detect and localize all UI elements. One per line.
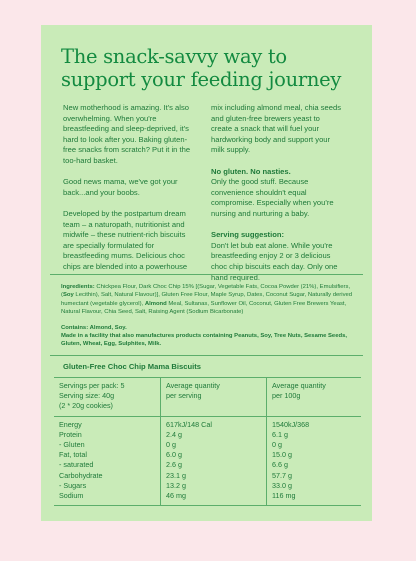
per-100g-values: 1540kJ/368 6.1 g 0 g 15.0 g 6.6 g 57.7 g 33.0 g 116 mg: [267, 416, 362, 506]
ingredients-list: Ingredients: Chickpea Flour, Dark Choc Chip 15% [(Sugar, Vegetable Fats, Cocoa Powder (21%), Emulsifiers, (Soy Lecithin), Salt, Natural Flavour)], Gluten Free Flour, Maple Syrup, Dates, Coconut Sugar, Naturally derived humectant (vegetable glycerol), Almond Meal, Sultanas, Sunflower Oil, Coconut, Gluten Free Brewers Yeast, Natural Flavour, Chia Seed, Salt, Raising Agent (Sodium Bicarbonate): [61, 284, 353, 316]
per-serving-values: 617kJ/148 Cal 2.4 g 0 g 6.0 g 2.6 g 23.1 g 13.2 g 46 mg: [161, 416, 267, 506]
ingredients-block: [61, 283, 356, 356]
contains-line: Contains: Almond, Soy.: [61, 324, 127, 331]
serving-suggestion-section: [211, 230, 343, 283]
divider: [50, 274, 363, 275]
divider: [50, 355, 363, 356]
no-gluten-text: Only the good stuff. Because convenience shouldn't equal compromise. Especially when you're nursing and nurturing a baby.: [211, 177, 334, 218]
serving-suggestion-text: Don't let bub eat alone. While you're breastfeeding enjoy 2 or 3 delicious choc chip biscuits each day. Only one hand required.: [211, 240, 338, 282]
nutrition-panel-title: Gluten-Free Choc Chip Mama Biscuits: [63, 362, 201, 371]
headline: The snack-savvy way to support your feeding journey: [61, 45, 342, 91]
no-gluten-heading: No gluten. No nasties.: [211, 166, 291, 176]
facility-line: Made in a facility that also manufactures products containing Peanuts, Soy, Tree Nuts, Sesame Seeds, Gluten, Wheat, Egg, Sulphites, Milk.: [61, 333, 347, 348]
intro-column-right: [211, 103, 343, 294]
product-info-panel: [41, 25, 372, 521]
per-serving-header: Average quantity per serving: [161, 378, 267, 417]
intro-paragraph: Developed by the postpartum dream team – a naturopath, nutritionist and midwife – these nutrient-rich biscuits are specially formulated for breastfeeding mums. Delicious choc chips are blended into a powerhouse: [63, 208, 188, 271]
intro-paragraph: New motherhood is amazing. It's also overwhelming. When you're breastfeeding and sleep-deprived, it's hard to look after you. Baking gluten-free snacks from scratch? Put it in the too-hard basket.: [63, 103, 191, 165]
serving-suggestion-heading: Serving suggestion:: [211, 230, 284, 240]
intro-column-left: [63, 103, 195, 283]
allergen-statement: [61, 324, 356, 349]
nutrition-values-row: [54, 416, 361, 506]
servings-info: Servings per pack: 5 Serving size: 40g (2 * 20g cookies): [54, 378, 161, 417]
per-100g-header: Average quantity per 100g: [267, 378, 362, 417]
intro-paragraph: mix including almond meal, chia seeds and gluten-free brewers yeast to create a snack that will fuel your hardworking body and support your milk supply.: [211, 103, 342, 155]
nutrition-table: [54, 377, 361, 506]
intro-paragraph: Good news mama, we've got your back...and your boobs.: [63, 177, 178, 197]
no-gluten-section: [211, 167, 343, 220]
nutrition-header-row: [54, 378, 361, 417]
nutrient-labels: Energy Protein - Gluten Fat, total - saturated Carbohydrate - Sugars Sodium: [54, 416, 161, 506]
ingredients-label: Ingredients:: [61, 284, 95, 290]
